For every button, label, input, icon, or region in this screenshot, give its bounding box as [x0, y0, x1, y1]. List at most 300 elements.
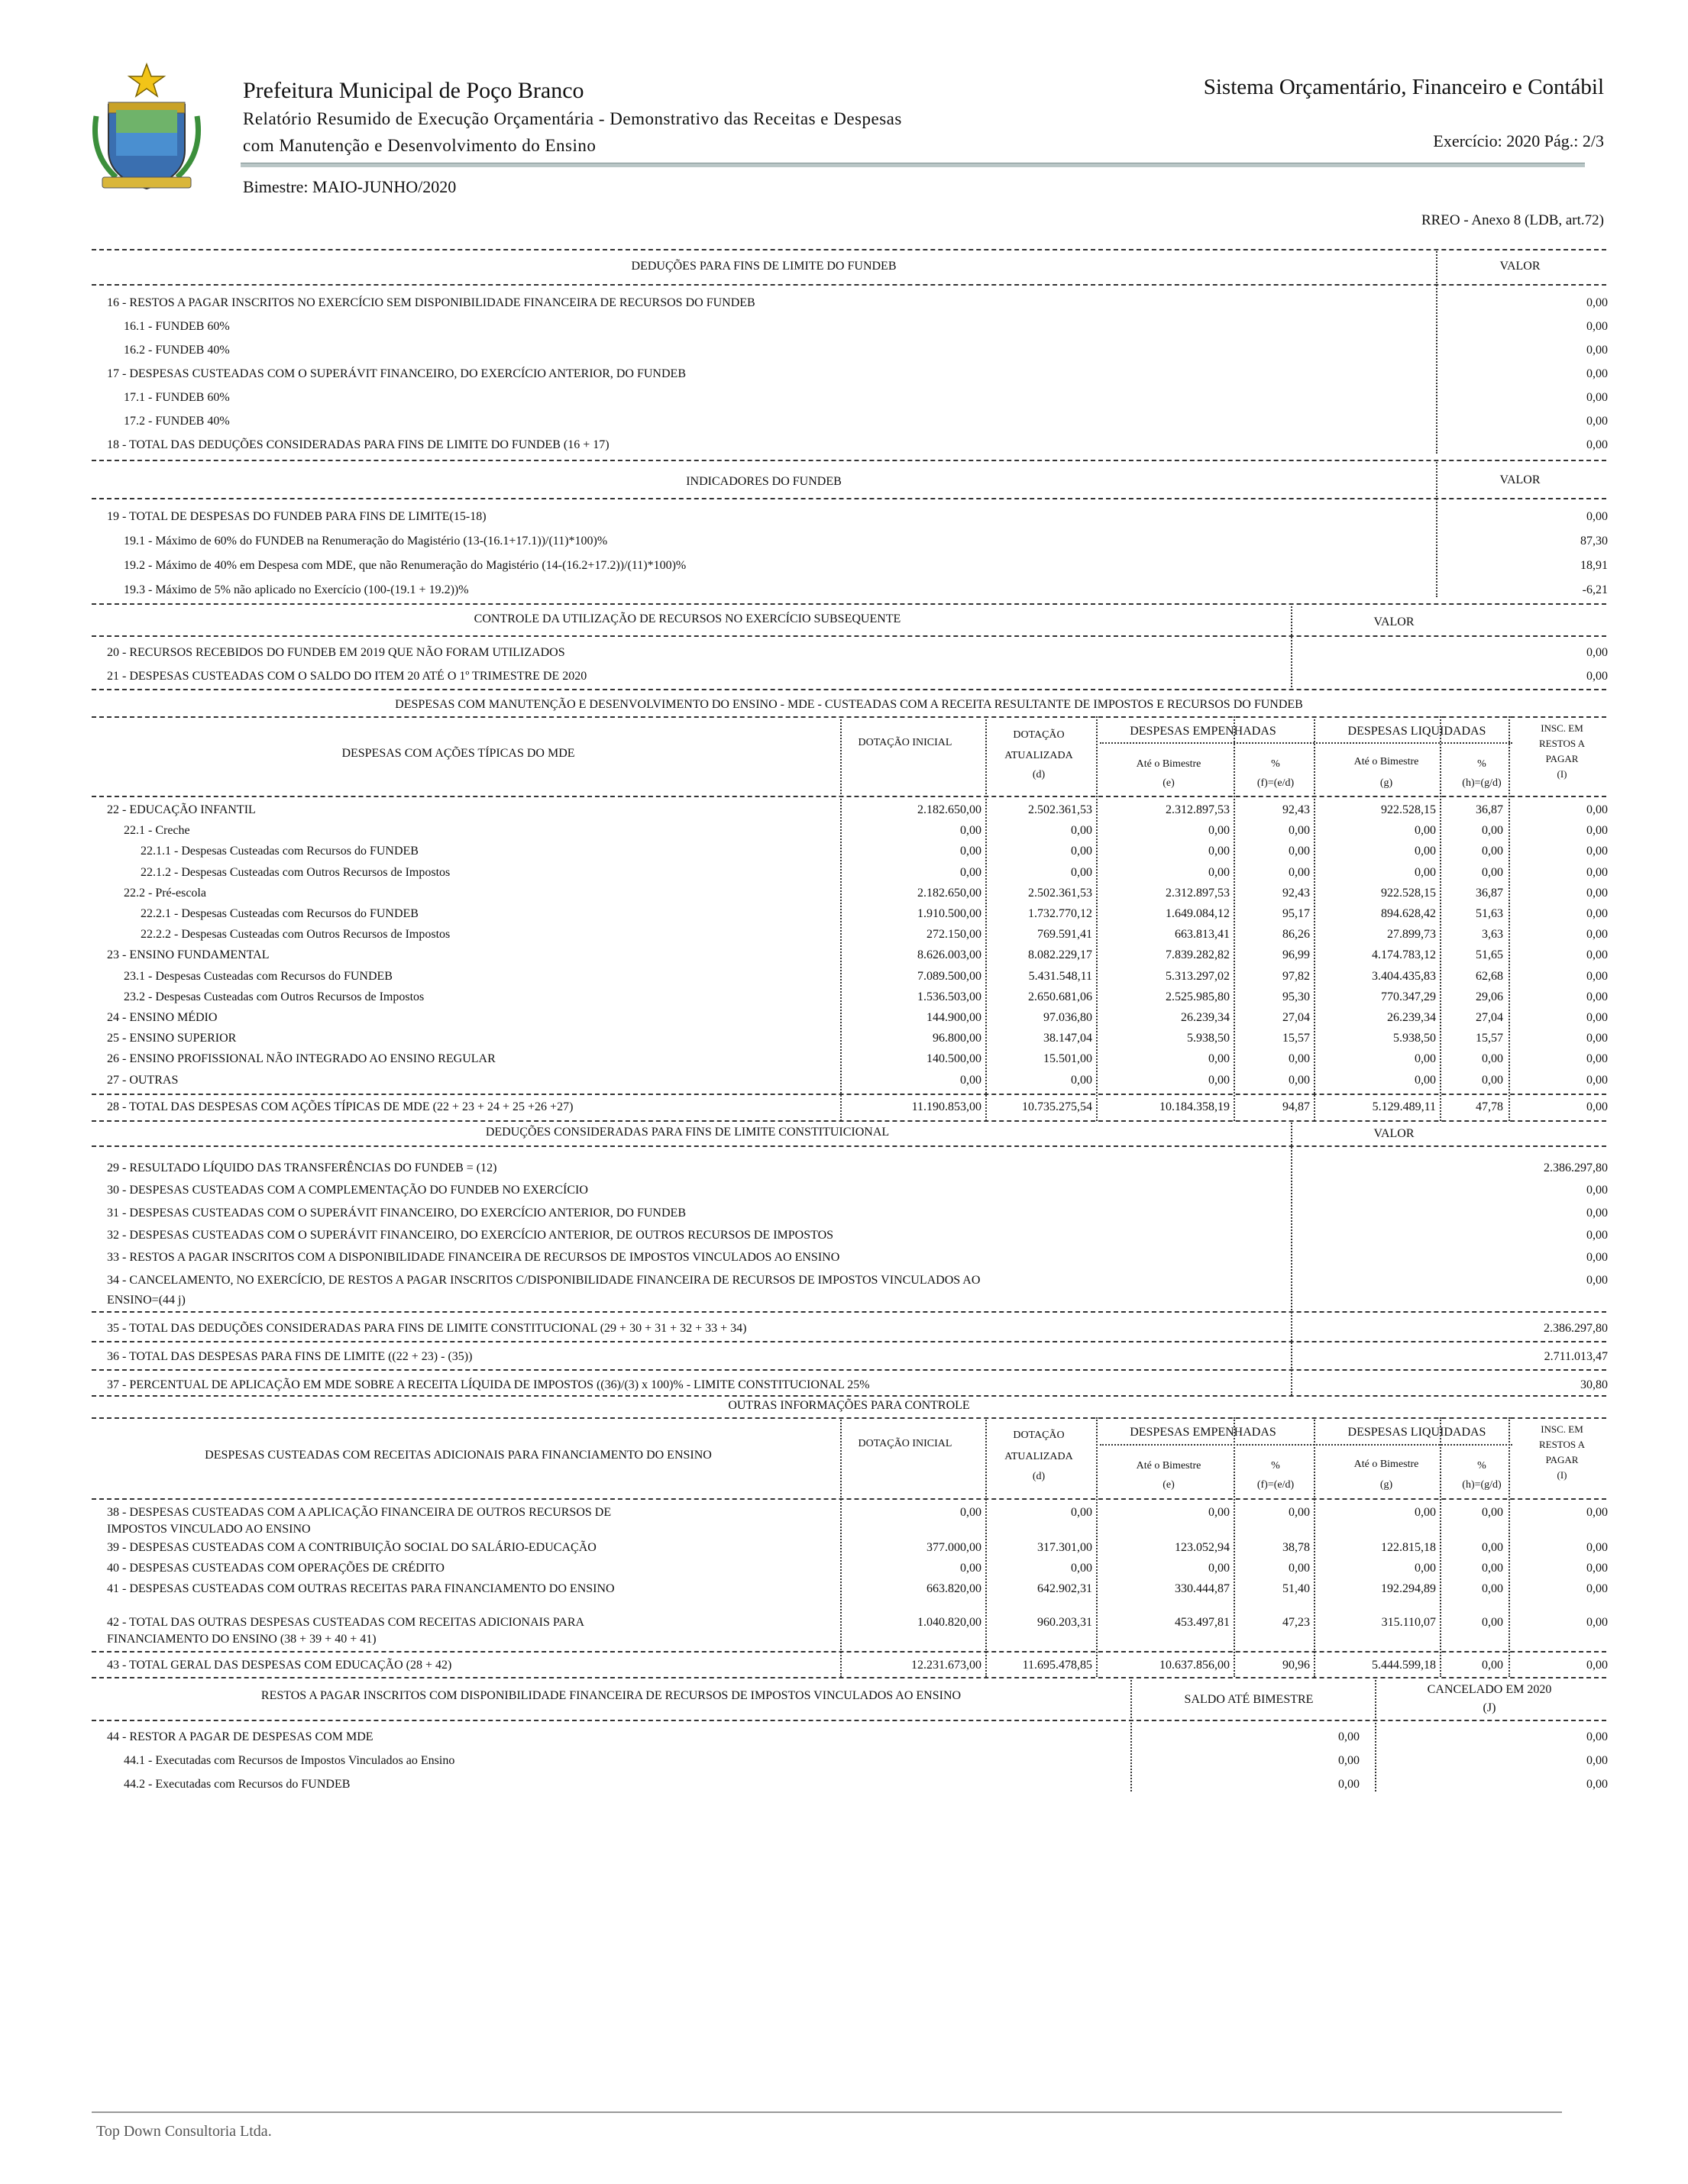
mde-total-col-4: 94,87	[1282, 1100, 1310, 1113]
mde-col-emp: DESPESAS EMPENHADAS	[1130, 725, 1276, 738]
footer-company: Top Down Consultoria Ltda.	[96, 2123, 272, 2140]
mde-row-3-col-2: 0,00	[1071, 865, 1092, 879]
outras-row-4-col-3: 453.497,81	[1175, 1616, 1230, 1629]
row-44-2: 44.2 - Executadas com Recursos do FUNDEB	[124, 1778, 351, 1791]
mde-row-8-col-2: 5.431.548,11	[1028, 969, 1092, 983]
mde-col-pct-h: %	[1477, 758, 1486, 770]
row-37: 37 - PERCENTUAL DE APLICAÇÃO EM MDE SOBRE A RECEITA LÍQUIDA DE IMPOSTOS ((36)/(3) x 100)% - LIMITE CONSTITUCIONAL 25%	[107, 1378, 870, 1391]
mde-col-insc-2: RESTOS A	[1538, 738, 1586, 749]
outras-row-2-col-5: 0,00	[1415, 1562, 1436, 1575]
outras-row-2-col-6: 0,00	[1482, 1562, 1503, 1575]
mde-row-9-col-6: 29,06	[1476, 990, 1503, 1003]
mde-row-12-col-7: 0,00	[1586, 1052, 1608, 1066]
mde-row-3-col-5: 0,00	[1415, 865, 1436, 879]
mde-row-label: 22.2.1 - Despesas Custeadas com Recursos do FUNDEB	[141, 907, 419, 920]
mde-total-col-6: 47,78	[1476, 1100, 1503, 1113]
mde-row-10-col-2: 97.036,80	[1043, 1011, 1092, 1024]
mde-row-8-col-6: 62,68	[1476, 969, 1503, 983]
outras-row-label-line2: FINANCIAMENTO DO ENSINO (38 + 39 + 40 + 41)	[107, 1633, 377, 1646]
outras-row-4-col-2: 960.203,31	[1037, 1616, 1092, 1629]
mde-row-9-col-1: 1.536.503,00	[917, 990, 981, 1003]
mde-row-0-col-6: 36,87	[1476, 803, 1503, 816]
row-19-1: 19.1 - Máximo de 60% do FUNDEB na Renumeração do Magistério (13-(16.1+17.1))/(11)*100)%	[124, 535, 608, 548]
row-17-1-value: 0,00	[1586, 391, 1608, 404]
mde-row-label: 22.2.2 - Despesas Custeadas com Outros Recursos de Impostos	[141, 928, 451, 942]
row-21-value: 0,00	[1586, 670, 1608, 683]
mde-row-6-col-7: 0,00	[1586, 928, 1608, 942]
mde-row-1-col-1: 0,00	[960, 824, 981, 838]
period: Bimestre: MAIO-JUNHO/2020	[243, 177, 457, 196]
outras-row-1-col-3: 123.052,94	[1175, 1541, 1230, 1554]
row-29: 29 - RESULTADO LÍQUIDO DAS TRANSFERÊNCIAS DO FUNDEB = (12)	[107, 1161, 497, 1174]
mde-row-6-col-1: 272.150,00	[926, 928, 981, 942]
mde-row-6-col-4: 86,26	[1282, 928, 1310, 942]
mde-row-4-col-1: 2.182.650,00	[917, 886, 981, 900]
outras-col-divider	[1440, 1417, 1441, 1677]
exercise-page: Exercício: 2020 Pág.: 2/3	[1433, 131, 1604, 150]
row-44-canc: 0,00	[1586, 1730, 1608, 1743]
outras-total-col-3: 10.637.856,00	[1159, 1659, 1230, 1672]
row-17-value: 0,00	[1586, 367, 1608, 380]
mde-row-5-col-1: 1.910.500,00	[917, 907, 981, 920]
mde-row-2-col-7: 0,00	[1586, 845, 1608, 858]
mde-row-3-col-6: 0,00	[1482, 865, 1503, 879]
row-36: 36 - TOTAL DAS DESPESAS PARA FINS DE LIMITE ((22 + 23) - (35))	[107, 1350, 473, 1363]
restos-col-canc-2: (J)	[1483, 1701, 1496, 1714]
mde-row-0-col-1: 2.182.650,00	[917, 803, 981, 816]
outras-col-dot-at-2: ATUALIZADA	[1004, 1451, 1073, 1462]
outras-row-label-line2: IMPOSTOS VINCULADO AO ENSINO	[107, 1523, 311, 1536]
outras-col-liq: DESPESAS LIQUIDADAS	[1347, 1426, 1486, 1439]
row-44-saldo: 0,00	[1338, 1730, 1360, 1743]
mde-total-col-3: 10.184.358,19	[1159, 1100, 1230, 1113]
mde-row-label: 27 - OUTRAS	[107, 1073, 179, 1087]
outras-total-col-1: 12.231.673,00	[911, 1659, 981, 1672]
mde-row-13-col-2: 0,00	[1071, 1073, 1092, 1087]
row-29-value: 2.386.297,80	[1544, 1161, 1608, 1174]
row-21: 21 - DESPESAS CUSTEADAS COM O SALDO DO ITEM 20 ATÉ O 1º TRIMESTRE DE 2020	[107, 670, 587, 683]
outras-row-1-col-5: 122.815,18	[1381, 1541, 1436, 1554]
mde-row-11-col-4: 15,57	[1282, 1032, 1310, 1045]
row-36-value: 2.711.013,47	[1544, 1350, 1608, 1363]
mde-col-label: DESPESAS COM AÇÕES TÍPICAS DO MDE	[341, 747, 575, 760]
row-33: 33 - RESTOS A PAGAR INSCRITOS COM A DISPONIBILIDADE FINANCEIRA DE RECURSOS DE IMPOSTOS VINCULADOS AO ENSINO	[107, 1251, 840, 1264]
outras-row-3-col-7: 0,00	[1586, 1582, 1608, 1595]
municipality-title: Prefeitura Municipal de Poço Branco	[243, 78, 584, 103]
indicadores-value-header: VALOR	[1499, 473, 1541, 486]
row-44-1-canc: 0,00	[1586, 1754, 1608, 1767]
mde-row-10-col-3: 26.239,34	[1181, 1011, 1230, 1024]
mde-row-7-col-4: 96,99	[1282, 948, 1310, 962]
mde-row-5-col-3: 1.649.084,12	[1166, 907, 1230, 920]
mde-row-9-col-7: 0,00	[1586, 990, 1608, 1003]
outras-total-col-7: 0,00	[1586, 1659, 1608, 1672]
mde-col-f: (f)=(e/d)	[1256, 777, 1295, 789]
mde-total-col-1: 11.190.853,00	[911, 1100, 981, 1113]
mde-col-pct-f: %	[1271, 758, 1280, 770]
mde-row-7-col-6: 51,65	[1476, 948, 1503, 962]
outras-row-1-col-4: 38,78	[1282, 1541, 1310, 1554]
mde-row-2-col-3: 0,00	[1208, 845, 1230, 858]
mde-row-label: 23.2 - Despesas Custeadas com Outros Recursos de Impostos	[124, 990, 425, 1003]
mde-col-dot-ini: DOTAÇÃO INICIAL	[858, 737, 952, 748]
outras-col-insc-2: RESTOS A	[1538, 1439, 1586, 1450]
mde-row-11-col-3: 5.938,50	[1187, 1032, 1230, 1045]
report-title-line1: Relatório Resumido de Execução Orçamentária - Demonstrativo das Receitas e Despesas	[243, 109, 902, 128]
mde-row-10-col-6: 27,04	[1476, 1011, 1503, 1024]
mde-col-divider	[1234, 716, 1235, 1121]
mde-row-8-col-7: 0,00	[1586, 969, 1608, 983]
outras-total-col-4: 90,96	[1282, 1659, 1310, 1672]
outras-col-insc-3: PAGAR	[1545, 1454, 1579, 1465]
footer-rule	[92, 2111, 1562, 2113]
row-16-value: 0,00	[1586, 296, 1608, 309]
mde-row-2-col-1: 0,00	[960, 845, 981, 858]
row-34-line2: ENSINO=(44 j)	[107, 1294, 186, 1307]
outras-row-3-col-6: 0,00	[1482, 1582, 1503, 1595]
mde-col-divider	[1314, 716, 1315, 1121]
mde-row-5-col-7: 0,00	[1586, 907, 1608, 920]
mde-total-col-7: 0,00	[1586, 1100, 1608, 1113]
mde-col-dot-at-1: DOTAÇÃO	[1013, 729, 1065, 741]
outras-row-0-col-7: 0,00	[1586, 1506, 1608, 1519]
mde-row-6-col-2: 769.591,41	[1037, 928, 1092, 942]
mde-row-1-col-6: 0,00	[1482, 824, 1503, 838]
mde-col-dot-at-3: (d)	[1032, 769, 1046, 780]
mde-row-4-col-3: 2.312.897,53	[1166, 886, 1230, 900]
row-18-value: 0,00	[1586, 438, 1608, 451]
mde-col-ate-bim-e: Até o Bimestre	[1136, 758, 1201, 770]
controle-title: CONTROLE DA UTILIZAÇÃO DE RECURSOS NO EXERCÍCIO SUBSEQUENTE	[474, 612, 901, 625]
outras-row-0-col-3: 0,00	[1208, 1506, 1230, 1519]
row-32: 32 - DESPESAS CUSTEADAS COM O SUPERÁVIT FINANCEIRO, DO EXERCÍCIO ANTERIOR, DE OUTROS RECURSOS DE IMPOSTOS	[107, 1229, 834, 1242]
mde-row-12-col-1: 140.500,00	[926, 1052, 981, 1066]
outras-row-label: 40 - DESPESAS CUSTEADAS COM OPERAÇÕES DE CRÉDITO	[107, 1562, 445, 1575]
outras-row-label: 42 - TOTAL DAS OUTRAS DESPESAS CUSTEADAS COM RECEITAS ADICIONAIS PARA	[107, 1616, 585, 1629]
mde-col-h: (h)=(g/d)	[1462, 777, 1502, 789]
row-17: 17 - DESPESAS CUSTEADAS COM O SUPERÁVIT FINANCEIRO, DO EXERCÍCIO ANTERIOR, DO FUNDEB	[107, 367, 686, 380]
mde-row-2-col-4: 0,00	[1289, 845, 1310, 858]
mde-total-col-2: 10.735.275,54	[1022, 1100, 1092, 1113]
row-28: 28 - TOTAL DAS DESPESAS COM AÇÕES TÍPICAS DE MDE (22 + 23 + 24 + 25 +26 +27)	[107, 1100, 574, 1113]
mde-row-10-col-5: 26.239,34	[1387, 1011, 1436, 1024]
outras-row-2-col-1: 0,00	[960, 1562, 981, 1575]
row-44-2-saldo: 0,00	[1338, 1778, 1360, 1791]
mde-row-12-col-2: 15.501,00	[1043, 1052, 1092, 1066]
mde-col-insc-3: PAGAR	[1545, 753, 1579, 764]
mde-row-11-col-1: 96.800,00	[933, 1032, 981, 1045]
outras-row-4-col-1: 1.040.820,00	[917, 1616, 981, 1629]
row-16-2-value: 0,00	[1586, 344, 1608, 357]
mde-row-13-col-7: 0,00	[1586, 1073, 1608, 1087]
outras-col-pct-f: %	[1271, 1460, 1280, 1472]
outras-col-dot-at-1: DOTAÇÃO	[1013, 1430, 1065, 1441]
mde-row-13-col-5: 0,00	[1415, 1073, 1436, 1087]
mde-row-2-col-5: 0,00	[1415, 845, 1436, 858]
outras-row-1-col-7: 0,00	[1586, 1541, 1608, 1554]
row-43: 43 - TOTAL GERAL DAS DESPESAS COM EDUCAÇÃO (28 + 42)	[107, 1659, 452, 1672]
row-35-value: 2.386.297,80	[1544, 1322, 1608, 1335]
mde-col-insc-4: (I)	[1557, 768, 1567, 780]
mde-row-12-col-6: 0,00	[1482, 1052, 1503, 1066]
outras-col-divider	[840, 1417, 842, 1677]
mde-row-label: 24 - ENSINO MÉDIO	[107, 1011, 218, 1024]
mde-row-8-col-1: 7.089.500,00	[917, 969, 981, 983]
row-19-2: 19.2 - Máximo de 40% em Despesa com MDE, que não Renumeração do Magistério (14-(16.2+17.2))/(11)*100)%	[124, 559, 687, 572]
mde-row-7-col-1: 8.626.003,00	[917, 948, 981, 962]
mde-row-0-col-3: 2.312.897,53	[1166, 803, 1230, 816]
outras-col-insc-1: INSC. EM	[1541, 1423, 1583, 1435]
mde-row-3-col-4: 0,00	[1289, 865, 1310, 879]
row-44-1: 44.1 - Executadas com Recursos de Impostos Vinculados ao Ensino	[124, 1754, 455, 1767]
row-17-2-value: 0,00	[1586, 415, 1608, 428]
mde-title: DESPESAS COM MANUTENÇÃO E DESENVOLVIMENTO DO ENSINO - MDE - CUSTEADAS COM A RECEITA RESULTANTE DE IMPOSTOS E RECURSOS DO FUNDEB	[395, 698, 1303, 711]
restos-title: RESTOS A PAGAR INSCRITOS COM DISPONIBILIDADE FINANCEIRA DE RECURSOS DE IMPOSTOS VINCULADOS AO ENSINO	[260, 1689, 962, 1702]
mde-row-label: 22.1.1 - Despesas Custeadas com Recursos do FUNDEB	[141, 845, 419, 858]
mde-col-divider	[985, 716, 987, 1121]
mde-row-1-col-2: 0,00	[1071, 824, 1092, 838]
mde-row-label: 22.1 - Creche	[124, 824, 190, 838]
deducoes-fundeb-title: DEDUÇÕES PARA FINS DE LIMITE DO FUNDEB	[631, 260, 897, 273]
outras-total-col-5: 5.444.599,18	[1372, 1659, 1436, 1672]
deducoes-const-title: DEDUÇÕES CONSIDERADAS PARA FINS DE LIMITE CONSTITUICIONAL	[485, 1126, 890, 1139]
report-title-line2: com Manutenção e Desenvolvimento do Ensino	[243, 136, 597, 155]
mde-row-11-col-6: 15,57	[1476, 1032, 1503, 1045]
system-title: Sistema Orçamentário, Financeiro e Contábil	[1203, 75, 1604, 99]
row-33-value: 0,00	[1586, 1251, 1608, 1264]
row-34-value: 0,00	[1586, 1274, 1608, 1287]
mde-row-2-col-2: 0,00	[1071, 845, 1092, 858]
outras-row-0-col-1: 0,00	[960, 1506, 981, 1519]
restos-col-canc-1: CANCELADO EM 2020	[1427, 1683, 1552, 1696]
mde-row-0-col-2: 2.502.361,53	[1028, 803, 1092, 816]
mde-col-divider	[840, 716, 842, 1121]
row-19: 19 - TOTAL DE DESPESAS DO FUNDEB PARA FINS DE LIMITE(15-18)	[107, 510, 487, 523]
mde-row-9-col-2: 2.650.681,06	[1028, 990, 1092, 1003]
mde-col-g: (g)	[1379, 777, 1393, 789]
mde-row-2-col-6: 0,00	[1482, 845, 1503, 858]
mde-row-5-col-6: 51,63	[1476, 907, 1503, 920]
mde-row-4-col-4: 92,43	[1282, 886, 1310, 900]
outras-col-dot-ini: DOTAÇÃO INICIAL	[858, 1438, 952, 1449]
outras-row-3-col-1: 663.820,00	[926, 1582, 981, 1595]
outras-col-divider	[1509, 1417, 1510, 1677]
outras-col-ate-bim-g: Até o Bimestre	[1353, 1459, 1419, 1470]
mde-row-9-col-3: 2.525.985,80	[1166, 990, 1230, 1003]
outras-col-h: (h)=(g/d)	[1462, 1479, 1502, 1491]
outras-total-col-2: 11.695.478,85	[1022, 1659, 1092, 1672]
mde-row-7-col-2: 8.082.229,17	[1028, 948, 1092, 962]
mde-row-label: 26 - ENSINO PROFISSIONAL NÃO INTEGRADO AO ENSINO REGULAR	[107, 1052, 496, 1066]
mde-row-12-col-5: 0,00	[1415, 1052, 1436, 1066]
mde-col-insc-1: INSC. EM	[1541, 722, 1583, 734]
outras-row-0-col-6: 0,00	[1482, 1506, 1503, 1519]
mde-col-dot-at-2: ATUALIZADA	[1004, 750, 1073, 761]
outras-row-2-col-2: 0,00	[1071, 1562, 1092, 1575]
outras-row-3-col-2: 642.902,31	[1037, 1582, 1092, 1595]
mde-row-5-col-2: 1.732.770,12	[1028, 907, 1092, 920]
mde-col-liq: DESPESAS LIQUIDADAS	[1347, 725, 1486, 738]
row-34: 34 - CANCELAMENTO, NO EXERCÍCIO, DE RESTOS A PAGAR INSCRITOS C/DISPONIBILIDADE FINANCEIRA DE RECURSOS DE IMPOSTOS VINCULADOS AO	[107, 1274, 981, 1287]
mde-row-8-col-4: 97,82	[1282, 969, 1310, 983]
mde-row-label: 22 - EDUCAÇÃO INFANTIL	[107, 803, 256, 816]
mde-row-label: 23 - ENSINO FUNDAMENTAL	[107, 948, 270, 962]
outras-col-divider	[1234, 1417, 1235, 1677]
outras-row-1-col-6: 0,00	[1482, 1541, 1503, 1554]
outras-row-1-col-2: 317.301,00	[1037, 1541, 1092, 1554]
header-rule	[241, 163, 1585, 167]
outras-col-label: DESPESAS CUSTEADAS COM RECEITAS ADICIONAIS PARA FINANCIAMENTO DO ENSINO	[205, 1449, 712, 1462]
mde-row-8-col-3: 5.313.297,02	[1166, 969, 1230, 983]
outras-col-emp: DESPESAS EMPENHADAS	[1130, 1426, 1276, 1439]
outras-row-label: 39 - DESPESAS CUSTEADAS COM A CONTRIBUIÇÃO SOCIAL DO SALÁRIO-EDUCAÇÃO	[107, 1541, 597, 1554]
mde-row-10-col-7: 0,00	[1586, 1011, 1608, 1024]
outras-col-f: (f)=(e/d)	[1256, 1479, 1295, 1491]
mde-row-label: 23.1 - Despesas Custeadas com Recursos do FUNDEB	[124, 969, 393, 983]
outras-col-g: (g)	[1379, 1479, 1393, 1491]
mde-row-0-col-4: 92,43	[1282, 803, 1310, 816]
row-19-value: 0,00	[1586, 510, 1608, 523]
outras-row-1-col-1: 377.000,00	[926, 1541, 981, 1554]
outras-col-divider	[1096, 1417, 1098, 1677]
outras-title: OUTRAS INFORMAÇÕES PARA CONTROLE	[728, 1399, 970, 1412]
row-16-2: 16.2 - FUNDEB 40%	[124, 344, 230, 357]
deducoes-fundeb-value-header: VALOR	[1499, 260, 1541, 273]
mde-row-label: 22.2 - Pré-escola	[124, 886, 206, 900]
outras-total-col-6: 0,00	[1482, 1659, 1503, 1672]
mde-row-13-col-1: 0,00	[960, 1073, 981, 1087]
mde-row-3-col-3: 0,00	[1208, 865, 1230, 879]
row-19-2-value: 18,91	[1580, 559, 1608, 572]
annex-ref: RREO - Anexo 8 (LDB, art.72)	[1421, 212, 1604, 228]
outras-row-label: 41 - DESPESAS CUSTEADAS COM OUTRAS RECEITAS PARA FINANCIAMENTO DO ENSINO	[107, 1582, 615, 1595]
outras-row-2-col-4: 0,00	[1289, 1562, 1310, 1575]
outras-row-4-col-5: 315.110,07	[1381, 1616, 1436, 1629]
indicadores-title: INDICADORES DO FUNDEB	[686, 475, 842, 488]
outras-row-3-col-3: 330.444,87	[1175, 1582, 1230, 1595]
row-37-value: 30,80	[1580, 1378, 1608, 1391]
mde-row-10-col-4: 27,04	[1282, 1011, 1310, 1024]
mde-total-col-5: 5.129.489,11	[1372, 1100, 1436, 1113]
mde-row-13-col-4: 0,00	[1289, 1073, 1310, 1087]
outras-row-2-col-7: 0,00	[1586, 1562, 1608, 1575]
mde-row-5-col-4: 95,17	[1282, 907, 1310, 920]
mde-row-0-col-5: 922.528,15	[1381, 803, 1436, 816]
mde-col-divider	[1440, 716, 1441, 1121]
mde-row-3-col-1: 0,00	[960, 865, 981, 879]
outras-col-insc-4: (I)	[1557, 1469, 1567, 1481]
coat-of-arms-logo	[86, 63, 208, 196]
mde-row-9-col-4: 95,30	[1282, 990, 1310, 1003]
mde-row-13-col-6: 0,00	[1482, 1073, 1503, 1087]
row-35: 35 - TOTAL DAS DEDUÇÕES CONSIDERADAS PARA FINS DE LIMITE CONSTITUCIONAL (29 + 30 + 31 + 32 + 33 + 34)	[107, 1322, 747, 1335]
outras-row-label: 38 - DESPESAS CUSTEADAS COM A APLICAÇÃO FINANCEIRA DE OUTROS RECURSOS DE	[107, 1506, 612, 1519]
row-20: 20 - RECURSOS RECEBIDOS DO FUNDEB EM 2019 QUE NÃO FORAM UTILIZADOS	[107, 646, 565, 659]
mde-row-1-col-5: 0,00	[1415, 824, 1436, 838]
mde-row-11-col-5: 5.938,50	[1393, 1032, 1436, 1045]
outras-row-0-col-2: 0,00	[1071, 1506, 1092, 1519]
row-20-value: 0,00	[1586, 646, 1608, 659]
outras-row-3-col-4: 51,40	[1282, 1582, 1310, 1595]
mde-row-1-col-4: 0,00	[1289, 824, 1310, 838]
mde-row-11-col-2: 38.147,04	[1043, 1032, 1092, 1045]
outras-row-4-col-7: 0,00	[1586, 1616, 1608, 1629]
row-16-1-value: 0,00	[1586, 320, 1608, 333]
mde-row-4-col-5: 922.528,15	[1381, 886, 1436, 900]
outras-row-0-col-5: 0,00	[1415, 1506, 1436, 1519]
row-44-1-saldo: 0,00	[1338, 1754, 1360, 1767]
mde-row-9-col-5: 770.347,29	[1381, 990, 1436, 1003]
outras-col-pct-h: %	[1477, 1460, 1486, 1472]
deducoes-const-value-header: VALOR	[1373, 1127, 1415, 1140]
mde-row-6-col-5: 27.899,73	[1387, 928, 1436, 942]
outras-col-divider	[1314, 1417, 1315, 1677]
row-44: 44 - RESTOR A PAGAR DE DESPESAS COM MDE	[107, 1730, 373, 1743]
outras-row-4-col-4: 47,23	[1282, 1616, 1310, 1629]
outras-row-2-col-3: 0,00	[1208, 1562, 1230, 1575]
row-17-1: 17.1 - FUNDEB 60%	[124, 391, 230, 404]
mde-row-label: 25 - ENSINO SUPERIOR	[107, 1032, 237, 1045]
mde-row-12-col-3: 0,00	[1208, 1052, 1230, 1066]
mde-row-label: 22.1.2 - Despesas Custeadas com Outros Recursos de Impostos	[141, 865, 451, 879]
mde-row-7-col-5: 4.174.783,12	[1372, 948, 1436, 962]
mde-row-11-col-7: 0,00	[1586, 1032, 1608, 1045]
outras-col-divider	[985, 1417, 987, 1677]
mde-row-1-col-3: 0,00	[1208, 824, 1230, 838]
row-19-3: 19.3 - Máximo de 5% não aplicado no Exercício (100-(19.1 + 19.2))%	[124, 583, 469, 596]
mde-row-5-col-5: 894.628,42	[1381, 907, 1436, 920]
row-16-1: 16.1 - FUNDEB 60%	[124, 320, 230, 333]
row-19-1-value: 87,30	[1580, 535, 1608, 548]
row-19-3-value: -6,21	[1582, 583, 1608, 596]
mde-row-12-col-4: 0,00	[1289, 1052, 1310, 1066]
row-18: 18 - TOTAL DAS DEDUÇÕES CONSIDERADAS PARA FINS DE LIMITE DO FUNDEB (16 + 17)	[107, 438, 610, 451]
mde-row-1-col-7: 0,00	[1586, 824, 1608, 838]
row-16: 16 - RESTOS A PAGAR INSCRITOS NO EXERCÍCIO SEM DISPONIBILIDADE FINANCEIRA DE RECURSOS DO FUNDEB	[107, 296, 755, 309]
outras-col-dot-at-3: (d)	[1032, 1471, 1046, 1482]
mde-col-ate-bim-g: Até o Bimestre	[1353, 756, 1419, 767]
controle-value-header: VALOR	[1373, 615, 1415, 628]
mde-row-3-col-7: 0,00	[1586, 865, 1608, 879]
mde-row-4-col-6: 36,87	[1476, 886, 1503, 900]
row-17-2: 17.2 - FUNDEB 40%	[124, 415, 230, 428]
row-32-value: 0,00	[1586, 1229, 1608, 1242]
mde-row-6-col-3: 663.813,41	[1175, 928, 1230, 942]
mde-col-e: (e)	[1163, 777, 1175, 789]
row-44-2-canc: 0,00	[1586, 1778, 1608, 1791]
outras-row-4-col-6: 0,00	[1482, 1616, 1503, 1629]
row-31-value: 0,00	[1586, 1207, 1608, 1220]
outras-row-3-col-5: 192.294,89	[1381, 1582, 1436, 1595]
outras-col-ate-bim-e: Até o Bimestre	[1136, 1460, 1201, 1472]
mde-row-4-col-7: 0,00	[1586, 886, 1608, 900]
mde-row-0-col-7: 0,00	[1586, 803, 1608, 816]
outras-row-0-col-4: 0,00	[1289, 1506, 1310, 1519]
mde-row-10-col-1: 144.900,00	[926, 1011, 981, 1024]
mde-col-divider	[1509, 716, 1510, 1121]
mde-row-13-col-3: 0,00	[1208, 1073, 1230, 1087]
row-31: 31 - DESPESAS CUSTEADAS COM O SUPERÁVIT FINANCEIRO, DO EXERCÍCIO ANTERIOR, DO FUNDEB	[107, 1207, 686, 1220]
outras-col-e: (e)	[1163, 1479, 1175, 1491]
restos-col-saldo: SALDO ATÉ BIMESTRE	[1184, 1693, 1314, 1706]
mde-row-6-col-6: 3,63	[1482, 928, 1503, 942]
mde-row-7-col-3: 7.839.282,82	[1166, 948, 1230, 962]
row-30: 30 - DESPESAS CUSTEADAS COM A COMPLEMENTAÇÃO DO FUNDEB NO EXERCÍCIO	[107, 1184, 588, 1197]
row-30-value: 0,00	[1586, 1184, 1608, 1197]
mde-col-divider	[1096, 716, 1098, 1121]
mde-row-8-col-5: 3.404.435,83	[1372, 969, 1436, 983]
mde-row-7-col-7: 0,00	[1586, 948, 1608, 962]
